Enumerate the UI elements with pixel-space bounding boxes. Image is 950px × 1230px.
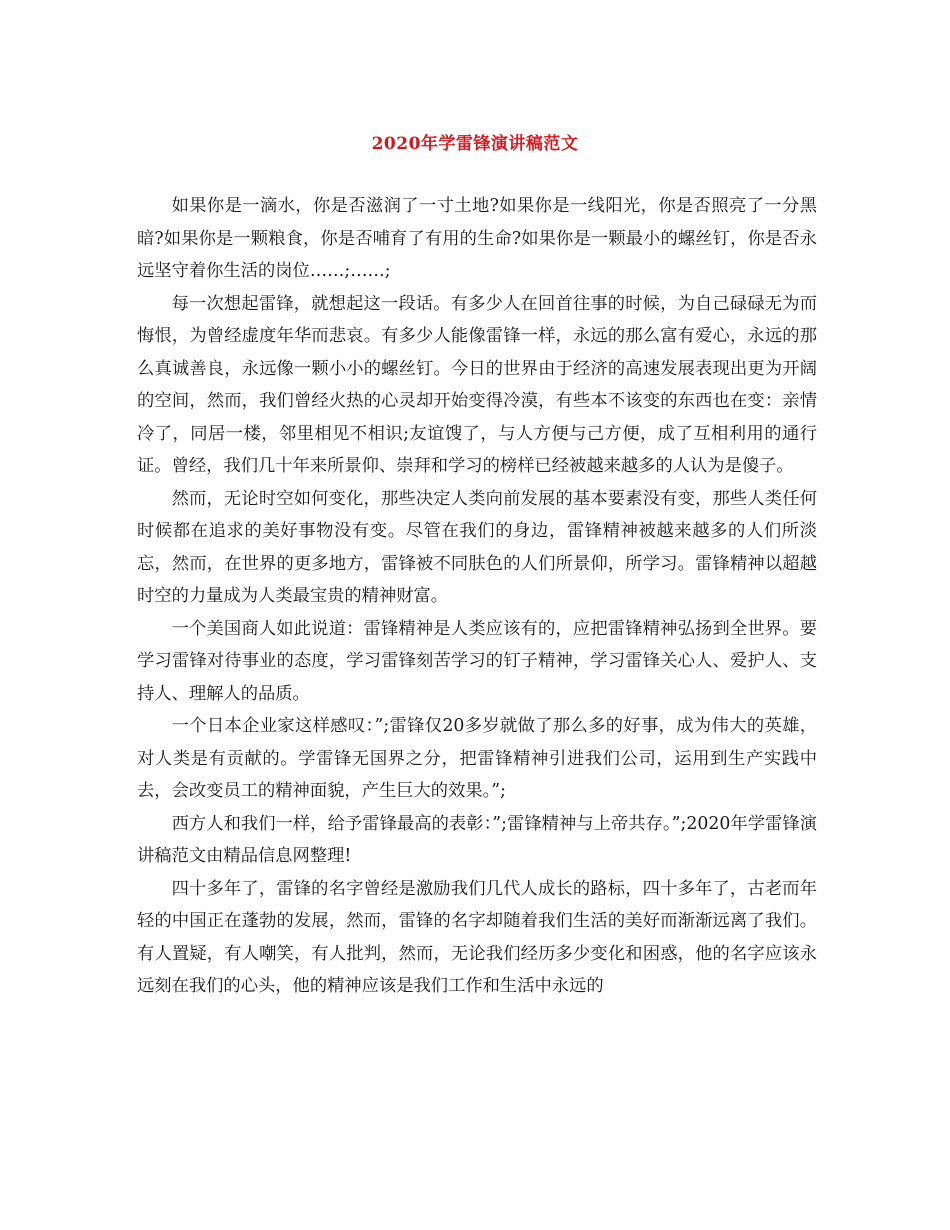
paragraph-2: 每一次想起雷锋，就想起这一段话。有多少人在回首往事的时候，为自己碌碌无为而悔恨，为曾经虚度年华而悲哀。有多少人能像雷锋一样，永远的那么富有爱心，永远的那么真诚善良，永远像一颗小小的螺丝钉。今日的世界由于经济的高速发展表现出更为开阔的空间，然而，我们曾经火热的心灵却开始变得冷漠，有些本不该变的东西也在变：亲情冷了，同居一楼，邻里相见不相识;友谊馊了，与人方便与己方便，成了互相利用的通行证。曾经，我们几十年来所景仰、崇拜和学习的榜样已经被越来越多的人认为是傻子。	[137, 293, 817, 476]
paragraph-7: 四十多年了，雷锋的名字曾经是激励我们几代人成长的路标，四十多年了，古老而年轻的中国正在蓬勃的发展，然而，雷锋的名字却随着我们生活的美好而渐渐远离了我们。有人置疑，有人嘲笑，有人批判，然而，无论我们经历多少变化和困惑，他的名字应该永远刻在我们的心头，他的精神应该是我们工作和生活中永远的	[137, 878, 817, 996]
paragraph-6: 西方人和我们一样，给予雷锋最高的表彰：”;雷锋精神与上帝共存。”;2020年学雷锋演讲稿范文由精品信息网整理!	[137, 813, 817, 866]
paragraph-5: 一个日本企业家这样感叹：”;雷锋仅20多岁就做了那么多的好事，成为伟大的英雄，对人类是有贡献的。学雷锋无国界之分，把雷锋精神引进我们公司，运用到生产实践中去，会改变员工的精神面貌，产生巨大的效果。”;	[137, 716, 817, 801]
paragraph-1: 如果你是一滴水，你是否滋润了一寸土地?如果你是一线阳光，你是否照亮了一分黑暗?如果你是一颗粮食，你是否哺育了有用的生命?如果你是一颗最小的螺丝钉，你是否永远坚守着你生活的岗位……;……;	[137, 196, 817, 281]
document-title: 2020年学雷锋演讲稿范文	[371, 134, 579, 155]
paragraph-4: 一个美国商人如此说道：雷锋精神是人类应该有的，应把雷锋精神弘扬到全世界。要学习雷锋对待事业的态度，学习雷锋刻苦学习的钉子精神，学习雷锋关心人、爱护人、支持人、理解人的品质。	[137, 618, 817, 704]
paragraph-3: 然而，无论时空如何变化，那些决定人类向前发展的基本要素没有变，那些人类任何时候都在追求的美好事物没有变。尽管在我们的身边，雷锋精神被越来越多的人们所淡忘，然而，在世界的更多地方，雷锋被不同肤色的人们所景仰，所学习。雷锋精神以超越时空的力量成为人类最宝贵的精神财富。	[137, 488, 817, 606]
document-body	[137, 190, 817, 1003]
